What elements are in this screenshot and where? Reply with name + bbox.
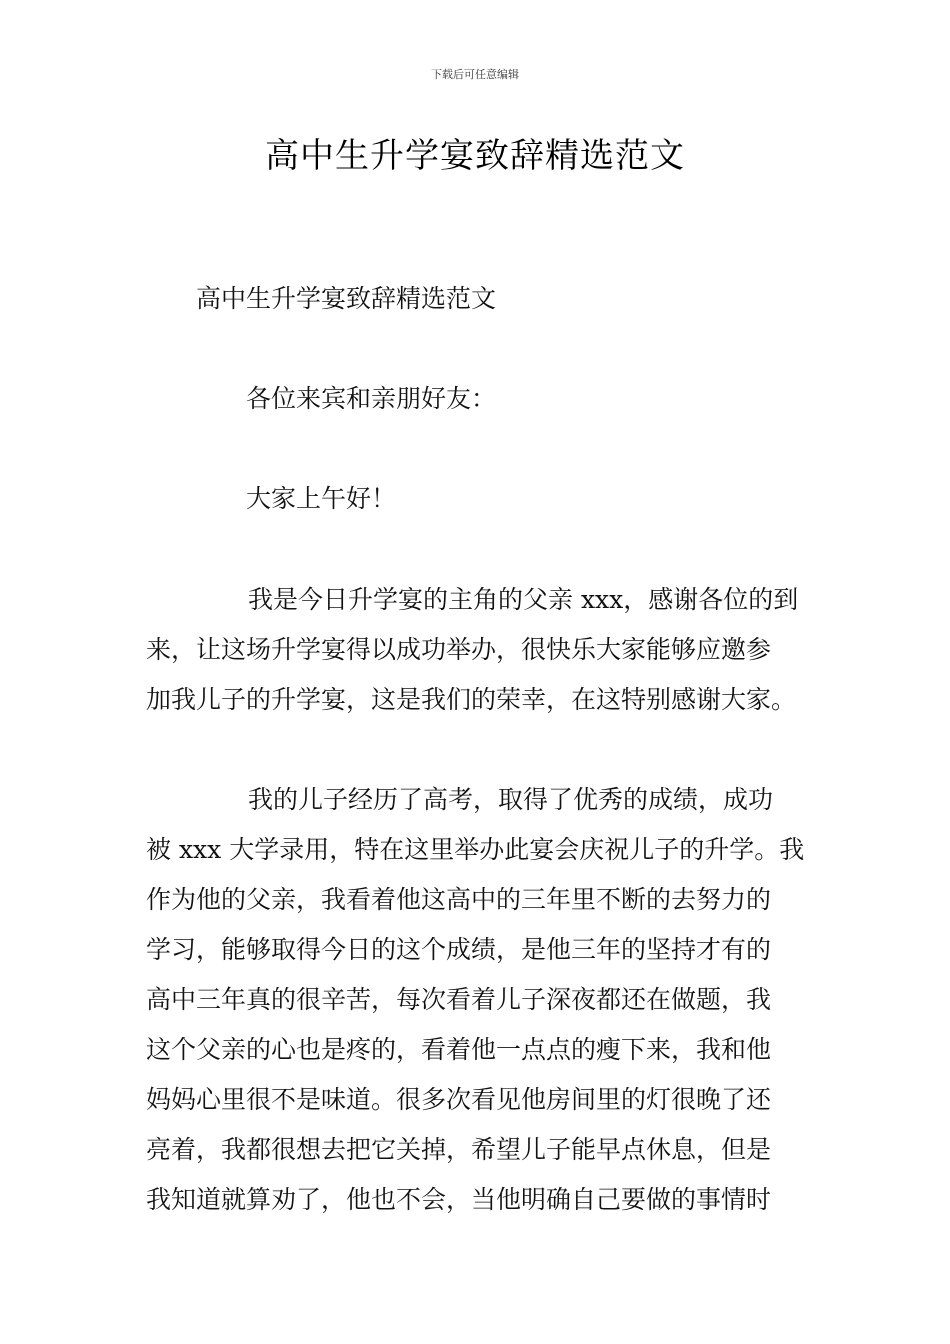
- paragraph-line: 高中三年真的很辛苦，每次看着儿子深夜都还在做题，我: [146, 985, 772, 1014]
- paragraph-line: 学习，能够取得今日的这个成绩，是他三年的坚持才有的: [146, 935, 772, 964]
- paragraph-line: 妈妈心里很不是味道。很多次看见他房间里的灯很晚了还: [146, 1085, 772, 1114]
- paragraph-line: 加我儿子的升学宴，这是我们的荣幸，在这特别感谢大家。: [146, 685, 797, 714]
- paragraph-line: 这个父亲的心也是疼的，看着他一点点的瘦下来，我和他: [146, 1035, 772, 1064]
- salutation: 各位来宾和亲朋好友：: [246, 384, 497, 413]
- paragraph-line: 我是今日升学宴的主角的父亲 xxx，感谢各位的到: [248, 585, 799, 614]
- paragraph-line: 亮着，我都很想去把它关掉，希望儿子能早点休息，但是: [146, 1135, 772, 1164]
- paragraph-line: 被 xxx 大学录用，特在这里举办此宴会庆祝儿子的升学。我: [146, 835, 805, 864]
- greeting: 大家上午好！: [246, 484, 397, 513]
- paragraph-line: 作为他的父亲，我看着他这高中的三年里不断的去努力的: [146, 885, 772, 914]
- paragraph-1: [146, 575, 806, 725]
- paragraph-line: 我的儿子经历了高考，取得了优秀的成绩，成功: [248, 785, 774, 814]
- paragraph-line: 来，让这场升学宴得以成功举办，很快乐大家能够应邀参: [146, 635, 772, 664]
- paragraph-2: [146, 775, 806, 1225]
- subtitle: 高中生升学宴致辞精选范文: [196, 284, 497, 313]
- header-note: 下载后可任意编辑: [431, 68, 519, 81]
- paragraph-line: 我知道就算劝了，他也不会，当他明确自己要做的事情时: [146, 1185, 772, 1214]
- document-title: 高中生升学宴致辞精选范文: [265, 136, 685, 176]
